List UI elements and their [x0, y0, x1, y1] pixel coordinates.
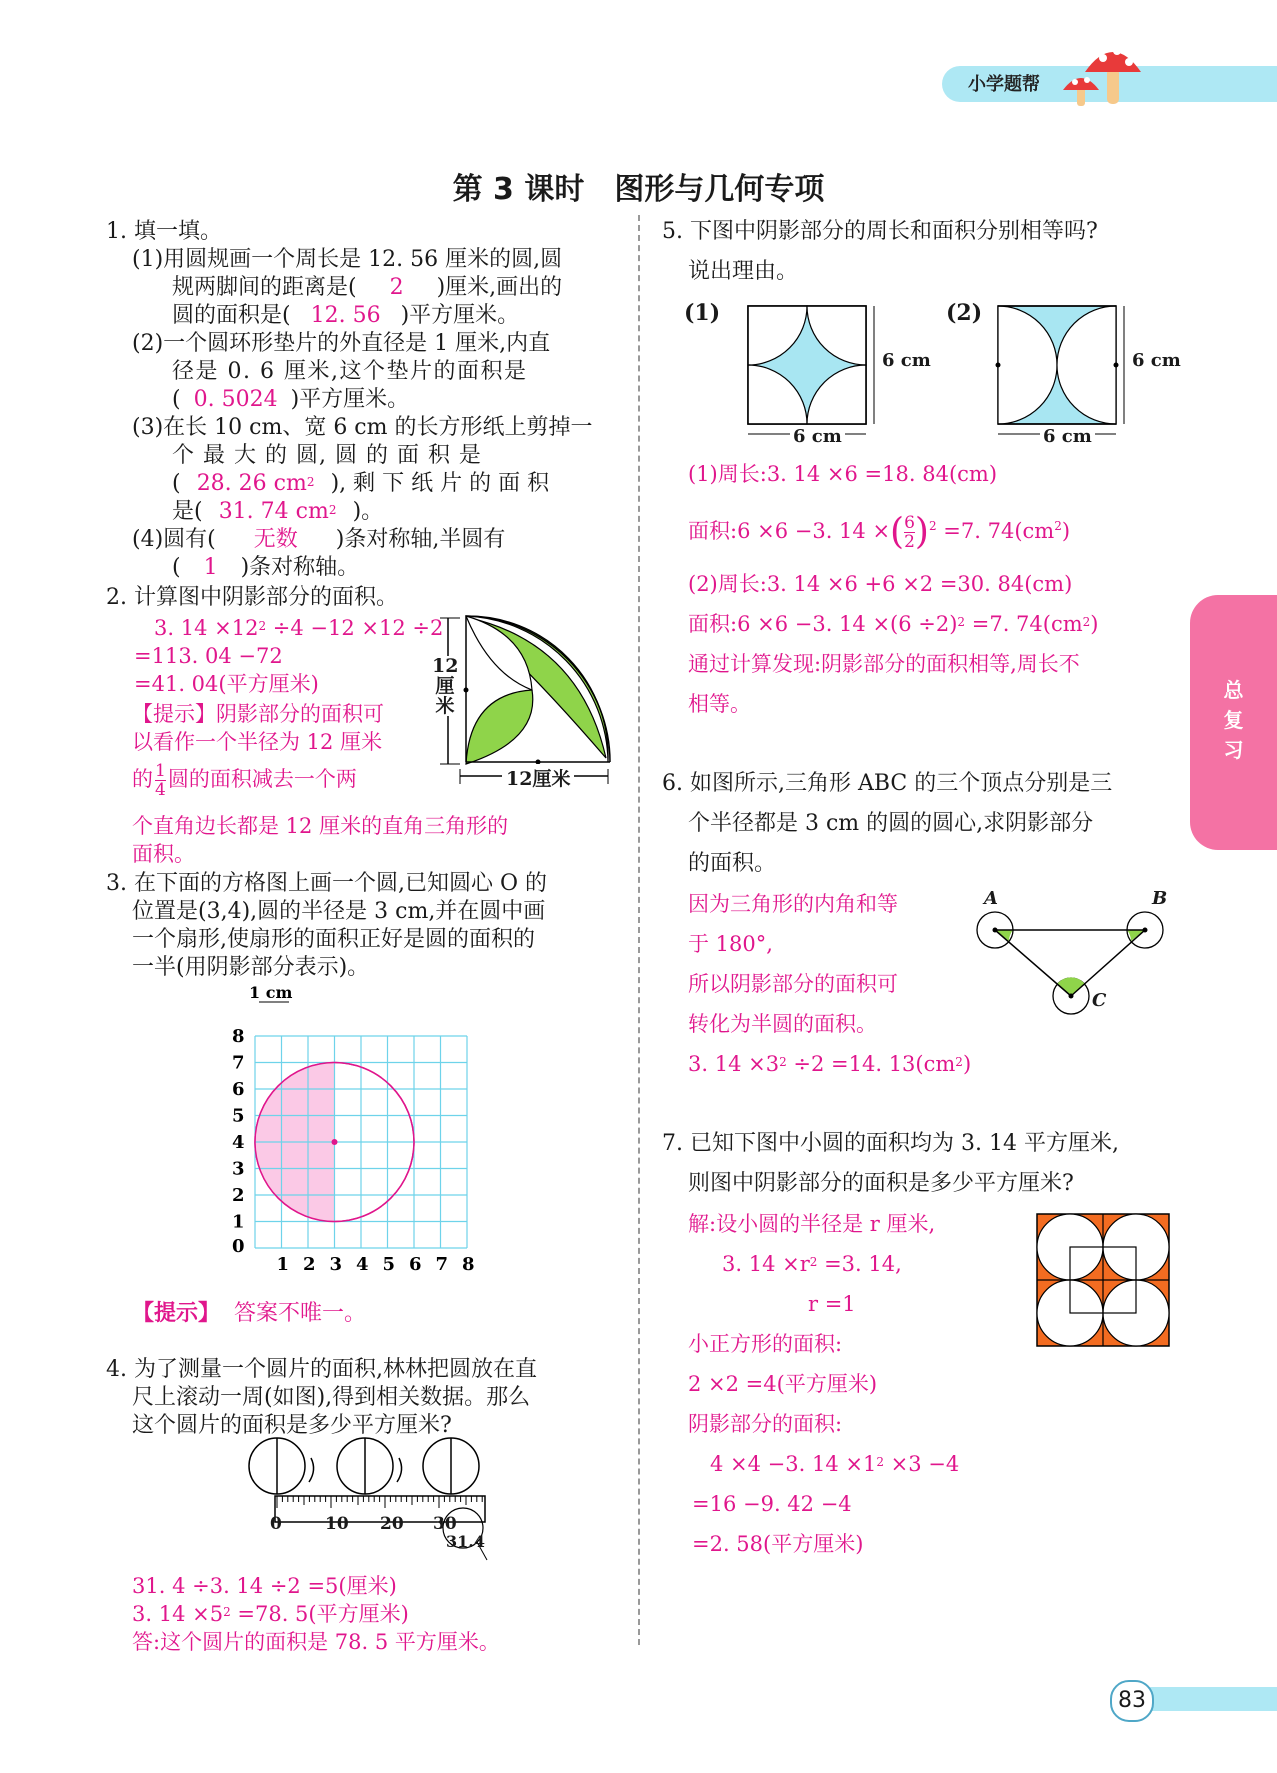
q5-dim-label: 6 cm [1040, 426, 1095, 447]
q7-solution: 2 ×2 =4(平方厘米) [688, 1372, 878, 1396]
q1-line: 径是 0. 6 厘米,这个垫片的面积是 [172, 359, 528, 384]
q1-line: 规两脚间的距离是( 2 )厘米,画出的 [172, 275, 563, 300]
q6-solution: 3. $14 \times 3^2 \div 2 =14$. $13(cm^2)$ [688, 1052, 972, 1076]
q5-line: 5. 下图中阴影部分的周长和面积分别相等吗? [662, 219, 1098, 244]
ruler-label: 30 [433, 1514, 457, 1534]
q1-line: 圆的面积是( 12. 56 )平方厘米。 [172, 303, 520, 328]
q1-line: ( 28. 26 $cm^2$ ), 剩 下 纸 片 的 面 积 [172, 471, 550, 496]
y-tick-label: 0 [232, 1236, 245, 1257]
x-tick-label: 4 [356, 1254, 369, 1275]
q6-line: 的面积。 [688, 851, 777, 876]
q4-ruler-figure [245, 1436, 505, 1576]
y-tick-label: 6 [232, 1079, 245, 1100]
q4-line: 这个圆片的面积是多少平方厘米? [132, 1413, 452, 1438]
q7-solution: 解:设小圆的半径是 r 厘米, [688, 1212, 936, 1236]
x-tick-label: 3 [329, 1254, 343, 1275]
x-tick-label: 2 [303, 1254, 316, 1275]
circle-center [332, 1139, 338, 1145]
q7-solution: 4 ×4 −3. $14 \times 1^2 \times 3 -4$ [710, 1452, 960, 1476]
q7-circles-figure [1035, 1212, 1171, 1348]
q1-line: 是( 31. 74 $cm^2$ )。 [172, 499, 384, 524]
side-tab-char: 习 [1223, 738, 1244, 762]
q1-line: ( 1 )条对称轴。 [172, 555, 360, 580]
q5-solution: 相等。 [688, 692, 751, 716]
q2-hint: 个直角边长都是 12 厘米的直角三角形的 [132, 814, 509, 838]
q7-solution: 小正方形的面积: [688, 1332, 843, 1356]
q4-solution: 31. 4 ÷3. 14 ÷2 =5(厘米) [132, 1574, 397, 1598]
q7-solution: 3. $14 \times r^2 =3$. 14, [722, 1252, 902, 1276]
q7-line: 则图中阴影部分的面积是多少平方厘米? [688, 1171, 1074, 1196]
page-title: 第 3 课时 图形与几何专项 [452, 172, 825, 207]
ruler-label: 10 [325, 1514, 349, 1534]
ruler-label: 0 [270, 1514, 282, 1534]
q2-label-horizontal: 12厘米 [502, 764, 574, 791]
q1-line: (4)圆有( 无数 )条对称轴,半圆有 [132, 527, 506, 552]
column-divider [638, 215, 640, 1645]
ruler-mark-label: 31.4 [446, 1532, 485, 1551]
q5-solution: 通过计算发现:阴影部分的面积相等,周长不 [688, 652, 1080, 676]
q1-line: (2)一个圆环形垫片的外直径是 1 厘米,内直 [132, 331, 551, 356]
q5-solution: 面积:6 ×6 −3. $14 \times(6 \div 2)^2 =7$. $74(cm^2)$ [688, 612, 1099, 636]
q6-label-a: A [984, 888, 998, 909]
x-tick-label: 5 [382, 1254, 396, 1275]
q5-dim-label: 6 cm [790, 426, 845, 447]
side-tab [1190, 595, 1277, 850]
q7-solution: r =1 [808, 1292, 856, 1316]
q3-hint: 【提示】 答案不唯一。 [132, 1300, 367, 1326]
q6-label-c: C [1092, 990, 1107, 1011]
q7-solution: 阴影部分的面积: [688, 1412, 843, 1436]
side-tab-char: 复 [1223, 708, 1244, 732]
q2-hint: 的 $\frac{1}{4}$ 圆的面积减去一个两 [132, 761, 357, 800]
q6-solution: 因为三角形的内角和等 [688, 892, 898, 916]
q6-solution: 于 180°, [688, 932, 773, 956]
q2-solution: 3. $14 \times 12^2 \div 4 -12 \times 12 \div 2$ [154, 616, 444, 640]
q1-line: (3)在长 10 cm、宽 6 cm 的长方形纸上剪掉一 [132, 415, 593, 440]
q6-label-b: B [1152, 888, 1168, 909]
q4-solution: 答:这个圆片的面积是 78. 5 平方厘米。 [132, 1630, 500, 1654]
q1-head: 1. 填一填。 [106, 219, 222, 244]
q4-line: 4. 为了测量一个圆片的面积,林林把圆放在直 [106, 1357, 537, 1382]
q7-solution: =16 −9. 42 −4 [692, 1492, 852, 1516]
mushroom-icon [1055, 38, 1145, 113]
q5-solution: (2)周长:3. 14 ×6 +6 ×2 =30. 84(cm) [688, 572, 1073, 596]
q2-solution: =41. 04(平方厘米) [134, 672, 319, 696]
q2-hint: 面积。 [132, 842, 195, 866]
q6-line: 个半径都是 3 cm 的圆的圆心,求阴影部分 [688, 811, 1094, 836]
x-tick-label: 6 [409, 1254, 422, 1275]
q6-solution: 转化为半圆的面积。 [688, 1012, 877, 1036]
q1-line: (1)用圆规画一个周长是 12. 56 厘米的圆,圆 [132, 247, 563, 272]
q5-fig2-label: (2) [946, 300, 983, 326]
q3-grid-figure [225, 978, 525, 1278]
q2-label-vertical: 12厘米 [432, 655, 459, 717]
q7-solution: =2. 58(平方厘米) [692, 1532, 864, 1556]
q5-solution: (1)周长:3. 14 ×6 =18. 84(cm) [688, 462, 998, 486]
y-tick-label: 1 [232, 1211, 245, 1233]
side-tab-char: 总 [1223, 678, 1244, 702]
q7-line: 7. 已知下图中小圆的面积均为 3. 14 平方厘米, [662, 1131, 1119, 1156]
ruler-label: 20 [380, 1514, 404, 1534]
y-tick-label: 2 [232, 1185, 245, 1206]
q3-line: 一个扇形,使扇形的面积正好是圆的面积的 [132, 927, 535, 952]
grid-unit-label: 1 cm [249, 983, 293, 1002]
q4-solution: 3. $14 \times 5^2 =78$. 5(平方厘米) [132, 1602, 409, 1626]
q2-hint: 以看作一个半径为 12 厘米 [132, 730, 383, 754]
x-tick-label: 7 [435, 1254, 449, 1275]
q4-line: 尺上滚动一周(如图),得到相关数据。那么 [132, 1385, 531, 1410]
q5-dim-label: 6 cm [882, 350, 931, 371]
q6-solution: 所以阴影部分的面积可 [688, 972, 898, 996]
y-tick-label: 8 [232, 1026, 245, 1047]
q3-line: 一半(用阴影部分表示)。 [132, 955, 370, 980]
q6-triangle-figure [965, 896, 1180, 1016]
q2-hint: 【提示】阴影部分的面积可 [132, 702, 384, 726]
y-tick-label: 7 [232, 1052, 245, 1074]
q6-line: 6. 如图所示,三角形 ABC 的三个顶点分别是三 [662, 771, 1113, 796]
q5-fig1-label: (1) [684, 300, 721, 326]
q5-solution: 面积:6 ×6 −3. 14 ×( $\frac{6}{2}$ )$^2$ =7. $74(cm^2)$ [688, 511, 1071, 553]
q1-line: ( 0. 5024 )平方厘米。 [172, 387, 410, 412]
q2-head: 2. 计算图中阴影部分的面积。 [106, 585, 398, 610]
q5-dim-label: 6 cm [1132, 350, 1181, 371]
page-number: 83 [1110, 1680, 1154, 1722]
q3-line: 3. 在下面的方格图上画一个圆,已知圆心 O 的 [106, 871, 548, 896]
q2-solution: =113. 04 −72 [134, 644, 283, 668]
q5-line: 说出理由。 [688, 259, 799, 284]
y-tick-label: 5 [232, 1105, 245, 1127]
q1-line: 个 最 大 的 圆, 圆 的 面 积 是 [172, 443, 482, 468]
brand-label: 小学题帮 [968, 74, 1040, 95]
y-tick-label: 3 [232, 1158, 245, 1180]
x-tick-label: 1 [276, 1254, 290, 1275]
y-tick-label: 4 [232, 1132, 245, 1153]
q3-line: 位置是(3,4),圆的半径是 3 cm,并在圆中画 [132, 899, 546, 924]
x-tick-label: 8 [462, 1254, 475, 1275]
